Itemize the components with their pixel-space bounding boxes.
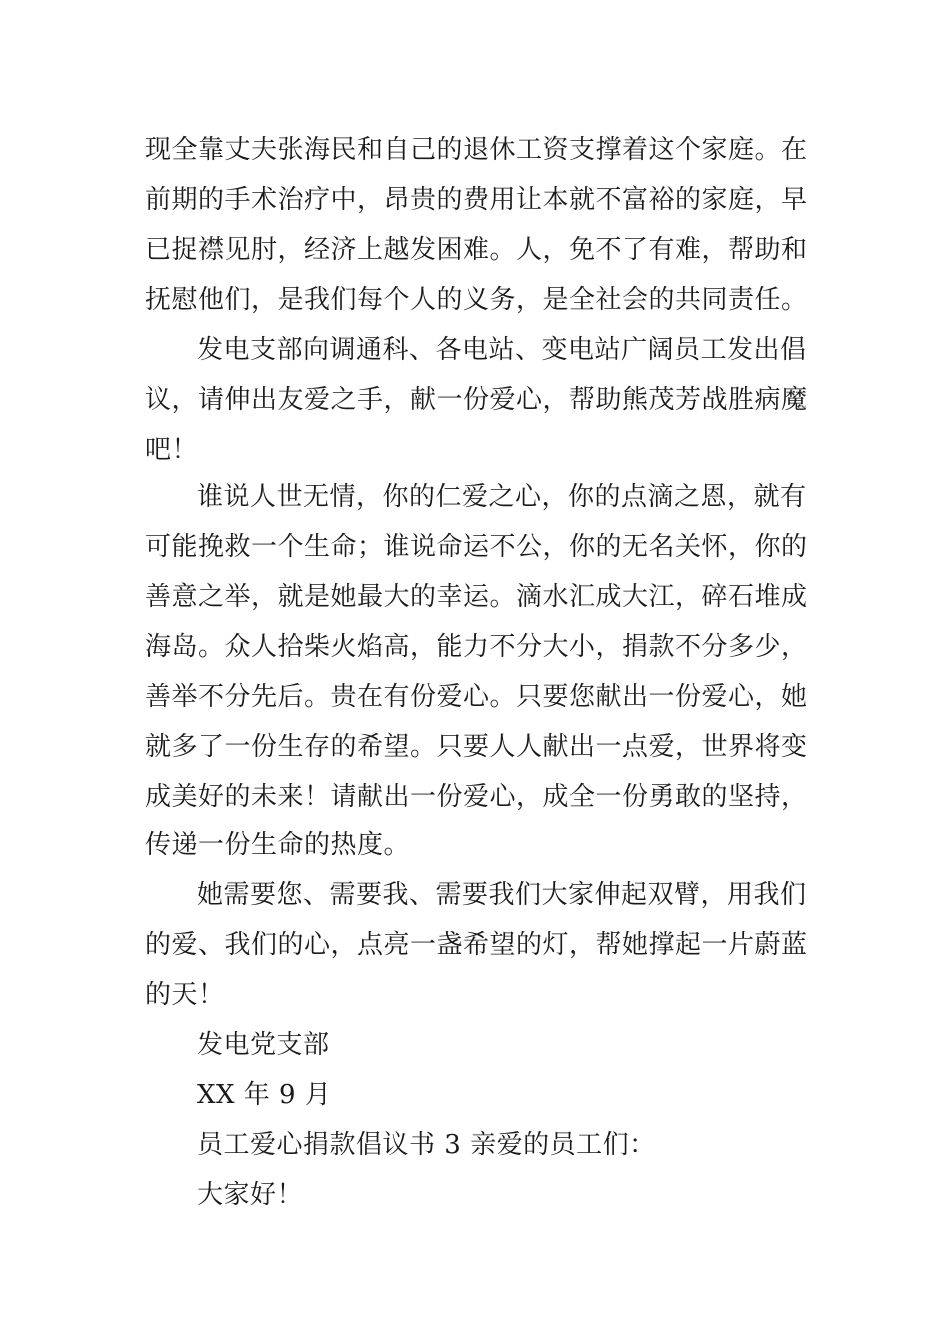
paragraph-line: 的天！ <box>145 980 225 1010</box>
paragraph-line: 她需要您、需要我、需要我们大家伸起双臂，用我们 <box>197 880 807 910</box>
paragraph-line: 吧！ <box>145 435 199 465</box>
paragraph-line: 善举不分先后。贵在有份爱心。只要您献出一份爱心，她 <box>145 682 808 712</box>
paragraph-line: 现全靠丈夫张海民和自己的退休工资支撑着这个家庭。在 <box>145 135 808 165</box>
paragraph-line: 抚慰他们，是我们每个人的义务，是全社会的共同责任。 <box>145 285 808 315</box>
greeting-line: 大家好！ <box>197 1180 304 1210</box>
paragraph-line: 的爱、我们的心，点亮一盏希望的灯，帮她撑起一片蔚蓝 <box>145 930 808 960</box>
heading-line: 员工爱心捐款倡议书 3 亲爱的员工们： <box>197 1130 656 1160</box>
paragraph-line: 成美好的未来！请献出一份爱心，成全一份勇敢的坚持， <box>145 782 808 812</box>
paragraph-line: 发电支部向调通科、各电站、变电站广阔员工发出倡 <box>197 335 807 365</box>
date-line: XX 年 9 月 <box>197 1080 332 1110</box>
paragraph-line: 海岛。众人拾柴火焰高，能力不分大小，捐款不分多少， <box>145 632 808 662</box>
paragraph-line: 传递一份生命的热度。 <box>145 830 411 860</box>
paragraph-line: 前期的手术治疗中，昂贵的费用让本就不富裕的家庭，早 <box>145 185 808 215</box>
paragraph-line: 可能挽救一个生命；谁说命运不公，你的无名关怀，你的 <box>145 532 808 562</box>
paragraph-line: 善意之举，就是她最大的幸运。滴水汇成大江，碎石堆成 <box>145 582 808 612</box>
paragraph-line: 已捉襟见肘，经济上越发困难。人，免不了有难，帮助和 <box>145 235 808 265</box>
signature-line: 发电党支部 <box>197 1030 330 1060</box>
paragraph-line: 就多了一份生存的希望。只要人人献出一点爱，世界将变 <box>145 732 808 762</box>
paragraph-line: 谁说人世无情，你的仁爱之心，你的点滴之恩，就有 <box>197 482 807 512</box>
paragraph-line: 议，请伸出友爱之手，献一份爱心，帮助熊茂芳战胜病魔 <box>145 385 808 415</box>
